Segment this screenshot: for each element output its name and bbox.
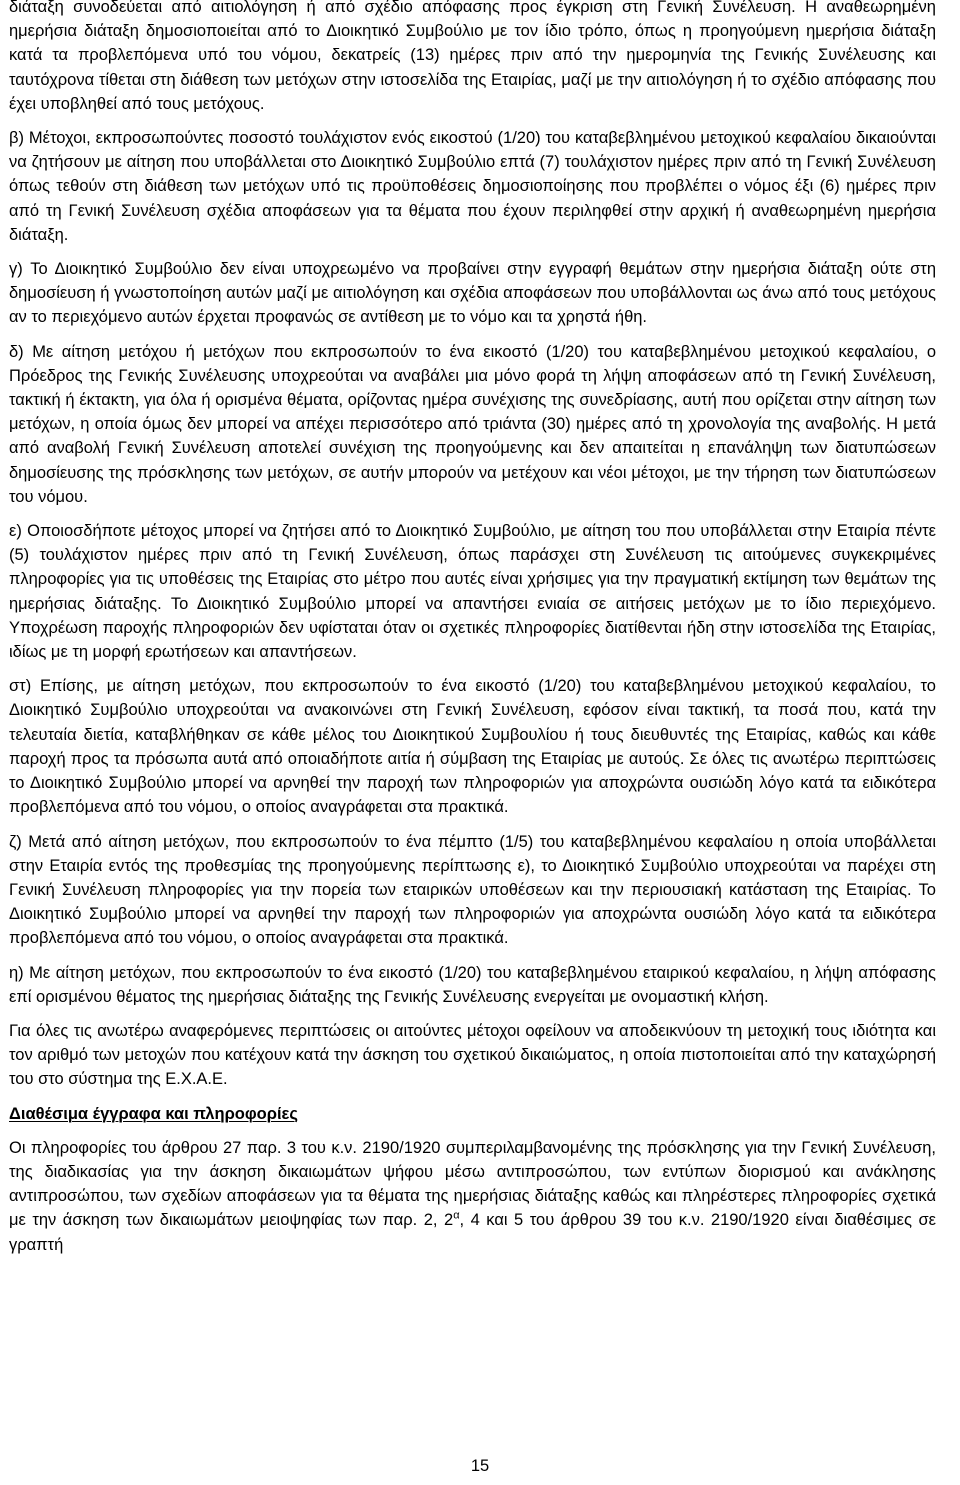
final-text-before: Οι πληροφορίες του άρθρου 27 παρ. 3 του κ.ν. 2190/1920 συμπεριλαμβανομένης της πρόσκλησης για την Γενική Συνέλευση, της διαδικασίας για την άσκηση δικαιωμάτων ψήφου μέσω αντιπροσώπου, των εντύπων διορισμού και ανάκλησης αντιπροσώπου, των σχεδίων αποφάσεων για τα θέματα της ημερήσιας διάταξης καθώς και πληρέστερες πληροφορίες σχετικά με την άσκηση των δικαιωμάτων μειοψηφίας των παρ. 2, 2	[9, 1138, 936, 1230]
paragraph-z: ζ) Μετά από αίτηση μετόχων, που εκπροσωπούν το ένα πέμπτο (1/5) του καταβεβλημένου κεφαλαίου η οποία υποβάλλεται στην Εταιρία εντός της προθεσμίας της προηγούμενης περίπτωσης ε), το Διοικητικό Συμβούλιο υποχρεούται να παρέχει στη Γενική Συνέλευση πληροφορίες για την πορεία των εταιρικών υποθέσεων και την περιουσιακή κατάσταση της Εταιρίας. Το Διοικητικό Συμβούλιο μπορεί να αρνηθεί την παροχή των πληροφοριών για αποχρώντα ουσιώδη λόγο κατά τα ειδικότερα προβλεπόμενα από του νόμου, ο οποίος αναγράφεται στα πρακτικά.	[9, 832, 936, 948]
paragraph-e: ε) Οποιοσδήποτε μέτοχος μπορεί να ζητήσει από το Διοικητικό Συμβούλιο, με αίτηση του που υποβάλλεται στην Εταιρία πέντε (5) τουλάχιστον ημέρες πριν από τη Γενική Συνέλευση, όπως παράσχει στη Συνέλευση τις αιτούμενες συγκεκριμένες πληροφορίες για τις υποθέσεις της Εταιρίας στο μέτρο που αυτές είναι χρήσιμες για την πραγματική εκτίμηση των θεμάτων της ημερήσιας διάταξης. Το Διοικητικό Συμβούλιο μπορεί να απαντήσει ενιαία σε αιτήσεις μετόχων με το ίδιο περιεχόμενο. Υποχρέωση παροχής πληροφοριών δεν υφίσταται όταν οι σχετικές πληροφορίες διατίθενται ήδη στην ιστοσελίδα της Εταιρίας, ιδίως με τη μορφή ερωτήσεων και απαντήσεων.	[9, 522, 936, 662]
paragraph-c: γ) Το Διοικητικό Συμβούλιο δεν είναι υποχρεωμένο να προβαίνει στην εγγραφή θεμάτων στην ημερήσια διάταξη ούτε στη δημοσίευση ή γνωστοποίηση αυτών μαζί με αιτιολόγηση και σχέδια αποφάσεων που υποβάλλονται ως άνω από τους μετόχους αν το περιεχόμενο αυτών έρχεται προφανώς σε αντίθεση με το νόμο και τα χρηστά ήθη.	[9, 260, 936, 327]
paragraph-st: στ) Επίσης, με αίτηση μετόχων, που εκπροσωπούν το ένα εικοστό (1/20) του καταβεβλημένου μετοχικού κεφαλαίου, το Διοικητικό Συμβούλιο υποχρεούται να ανακοινώνει στη Γενική Συνέλευση, εφόσον είναι τακτική, τα ποσά που, κατά την τελευταία διετία, καταβλήθηκαν σε κάθε μέλος του Διοικητικού Συμβουλίου ή τους διευθυντές της Εταιρίας, καθώς και κάθε παροχή προς τα πρόσωπα αυτά από οποιαδήποτε αιτία ή σύμβαση της Εταιρίας με αυτούς. Σε όλες τις ανωτέρω περιπτώσεις το Διοικητικό Συμβούλιο μπορεί να αρνηθεί την παροχή των πληροφοριών για αποχρώντα ουσιώδη λόγο κατά τα ειδικότερα προβλεπόμενα από του νόμου, ο οποίος αναγράφεται στα πρακτικά.	[9, 677, 936, 817]
paragraph-summary: Για όλες τις ανωτέρω αναφερόμενες περιπτώσεις οι αιτούντες μέτοχοι οφείλουν να αποδεικνύουν τη μετοχική τους ιδιότητα και τον αριθμό των μετοχών που κατέχουν κατά την άσκηση του σχετικού δικαιώματος, η οποία πιστοποιείται από την καταχώρησή του στο σύστημα της Ε.Χ.Α.Ε.	[9, 1021, 936, 1089]
paragraph-intro: διάταξη συνοδεύεται από αιτιολόγηση ή από σχέδιο απόφασης προς έγκριση στη Γενική Συνέλευση. Η αναθεωρημένη ημερήσια διάταξη δημοσιοποιείται από το Διοικητικό Συμβούλιο με τον ίδιο τρόπο, όπως η προηγούμενη ημερήσια διάταξη κατά τα προβλεπόμενα υπό του νόμου, δεκατρείς (13) ημέρες πριν από την ημερομηνία της Γενικής Συνέλευσης και ταυτόχρονα τίθεται στη διάθεση των μετόχων στην ιστοσελίδα της Εταιρίας, μαζί με την αιτιολόγηση ή το σχέδιο απόφασης που έχει υποβληθεί από τους μετόχους.	[9, 0, 936, 113]
document-page	[9, 0, 936, 1267]
paragraph-b: β) Μέτοχοι, εκπροσωπούντες ποσοστό τουλάχιστον ενός εικοστού (1/20) του καταβεβλημένου μετοχικού κεφαλαίου δικαιούνται να ζητήσουν με αίτηση που υποβάλλεται στο Διοικητικό Συμβούλιο επτά (7) τουλάχιστον ημέρες πριν από τη Γενική Συνέλευση όπως τεθούν στη διάθεση των μετόχων υπό τις προϋποθέσεις δημοσιοποίησης που προβλέπει ο νόμος έξι (6) ημέρες πριν από τη Γενική Συνέλευση σχέδια αποφάσεων για τα θέματα που έχουν περιληφθεί στην αρχική ή αναθεωρημένη ημερήσια διάταξη.	[9, 129, 936, 244]
final-text-after: , 4 και 5 του άρθρου 39 του κ.ν. 2190/1920 είναι διαθέσιμες σε γραπτή	[9, 1211, 936, 1254]
superscript-alpha: α	[453, 1209, 460, 1222]
paragraph-h: η) Με αίτηση μετόχων, που εκπροσωπούν το ένα εικοστό (1/20) του καταβεβλημένου εταιρικού κεφαλαίου, η λήψη απόφασης επί ορισμένου θέματος της ημερήσιας διάταξης της Γενικής Συνέλευσης ενεργείται με ονομαστική κλήση.	[9, 963, 936, 1006]
paragraph-d: δ) Με αίτηση μετόχου ή μετόχων που εκπροσωπούν το ένα εικοστό (1/20) του καταβεβλημένου μετοχικού κεφαλαίου, ο Πρόεδρος της Γενικής Συνέλευσης υποχρεούται να αναβάλει μια μόνο φορά τη λήψη αποφάσεων από τη Γενική Συνέλευση, τακτική ή έκτακτη, για όλα ή ορισμένα θέματα, ορίζοντας ημέρα συνέχισης της συνεδρίασης, αυτή που ορίζεται στην αίτηση των μετόχων, η οποία όμως δεν μπορεί να απέχει περισσότερο από τριάντα (30) ημέρες από τη χρονολογία της αναβολής. Η μετά από αναβολή Γενική Συνέλευση αποτελεί συνέχιση της προηγούμενης και δεν απαιτείται η επανάληψη των διατυπώσεων δημοσίευσης της πρόσκλησης των μετόχων, σε αυτήν μπορούν να μετέχουν και νέοι μέτοχοι, με την τήρηση των διατυπώσεων του νόμου.	[9, 342, 936, 506]
page-number: 15	[470, 1457, 490, 1475]
section-heading: Διαθέσιμα έγγραφα και πληροφορίες	[9, 1104, 298, 1123]
paragraph-available-documents	[9, 1136, 936, 1257]
